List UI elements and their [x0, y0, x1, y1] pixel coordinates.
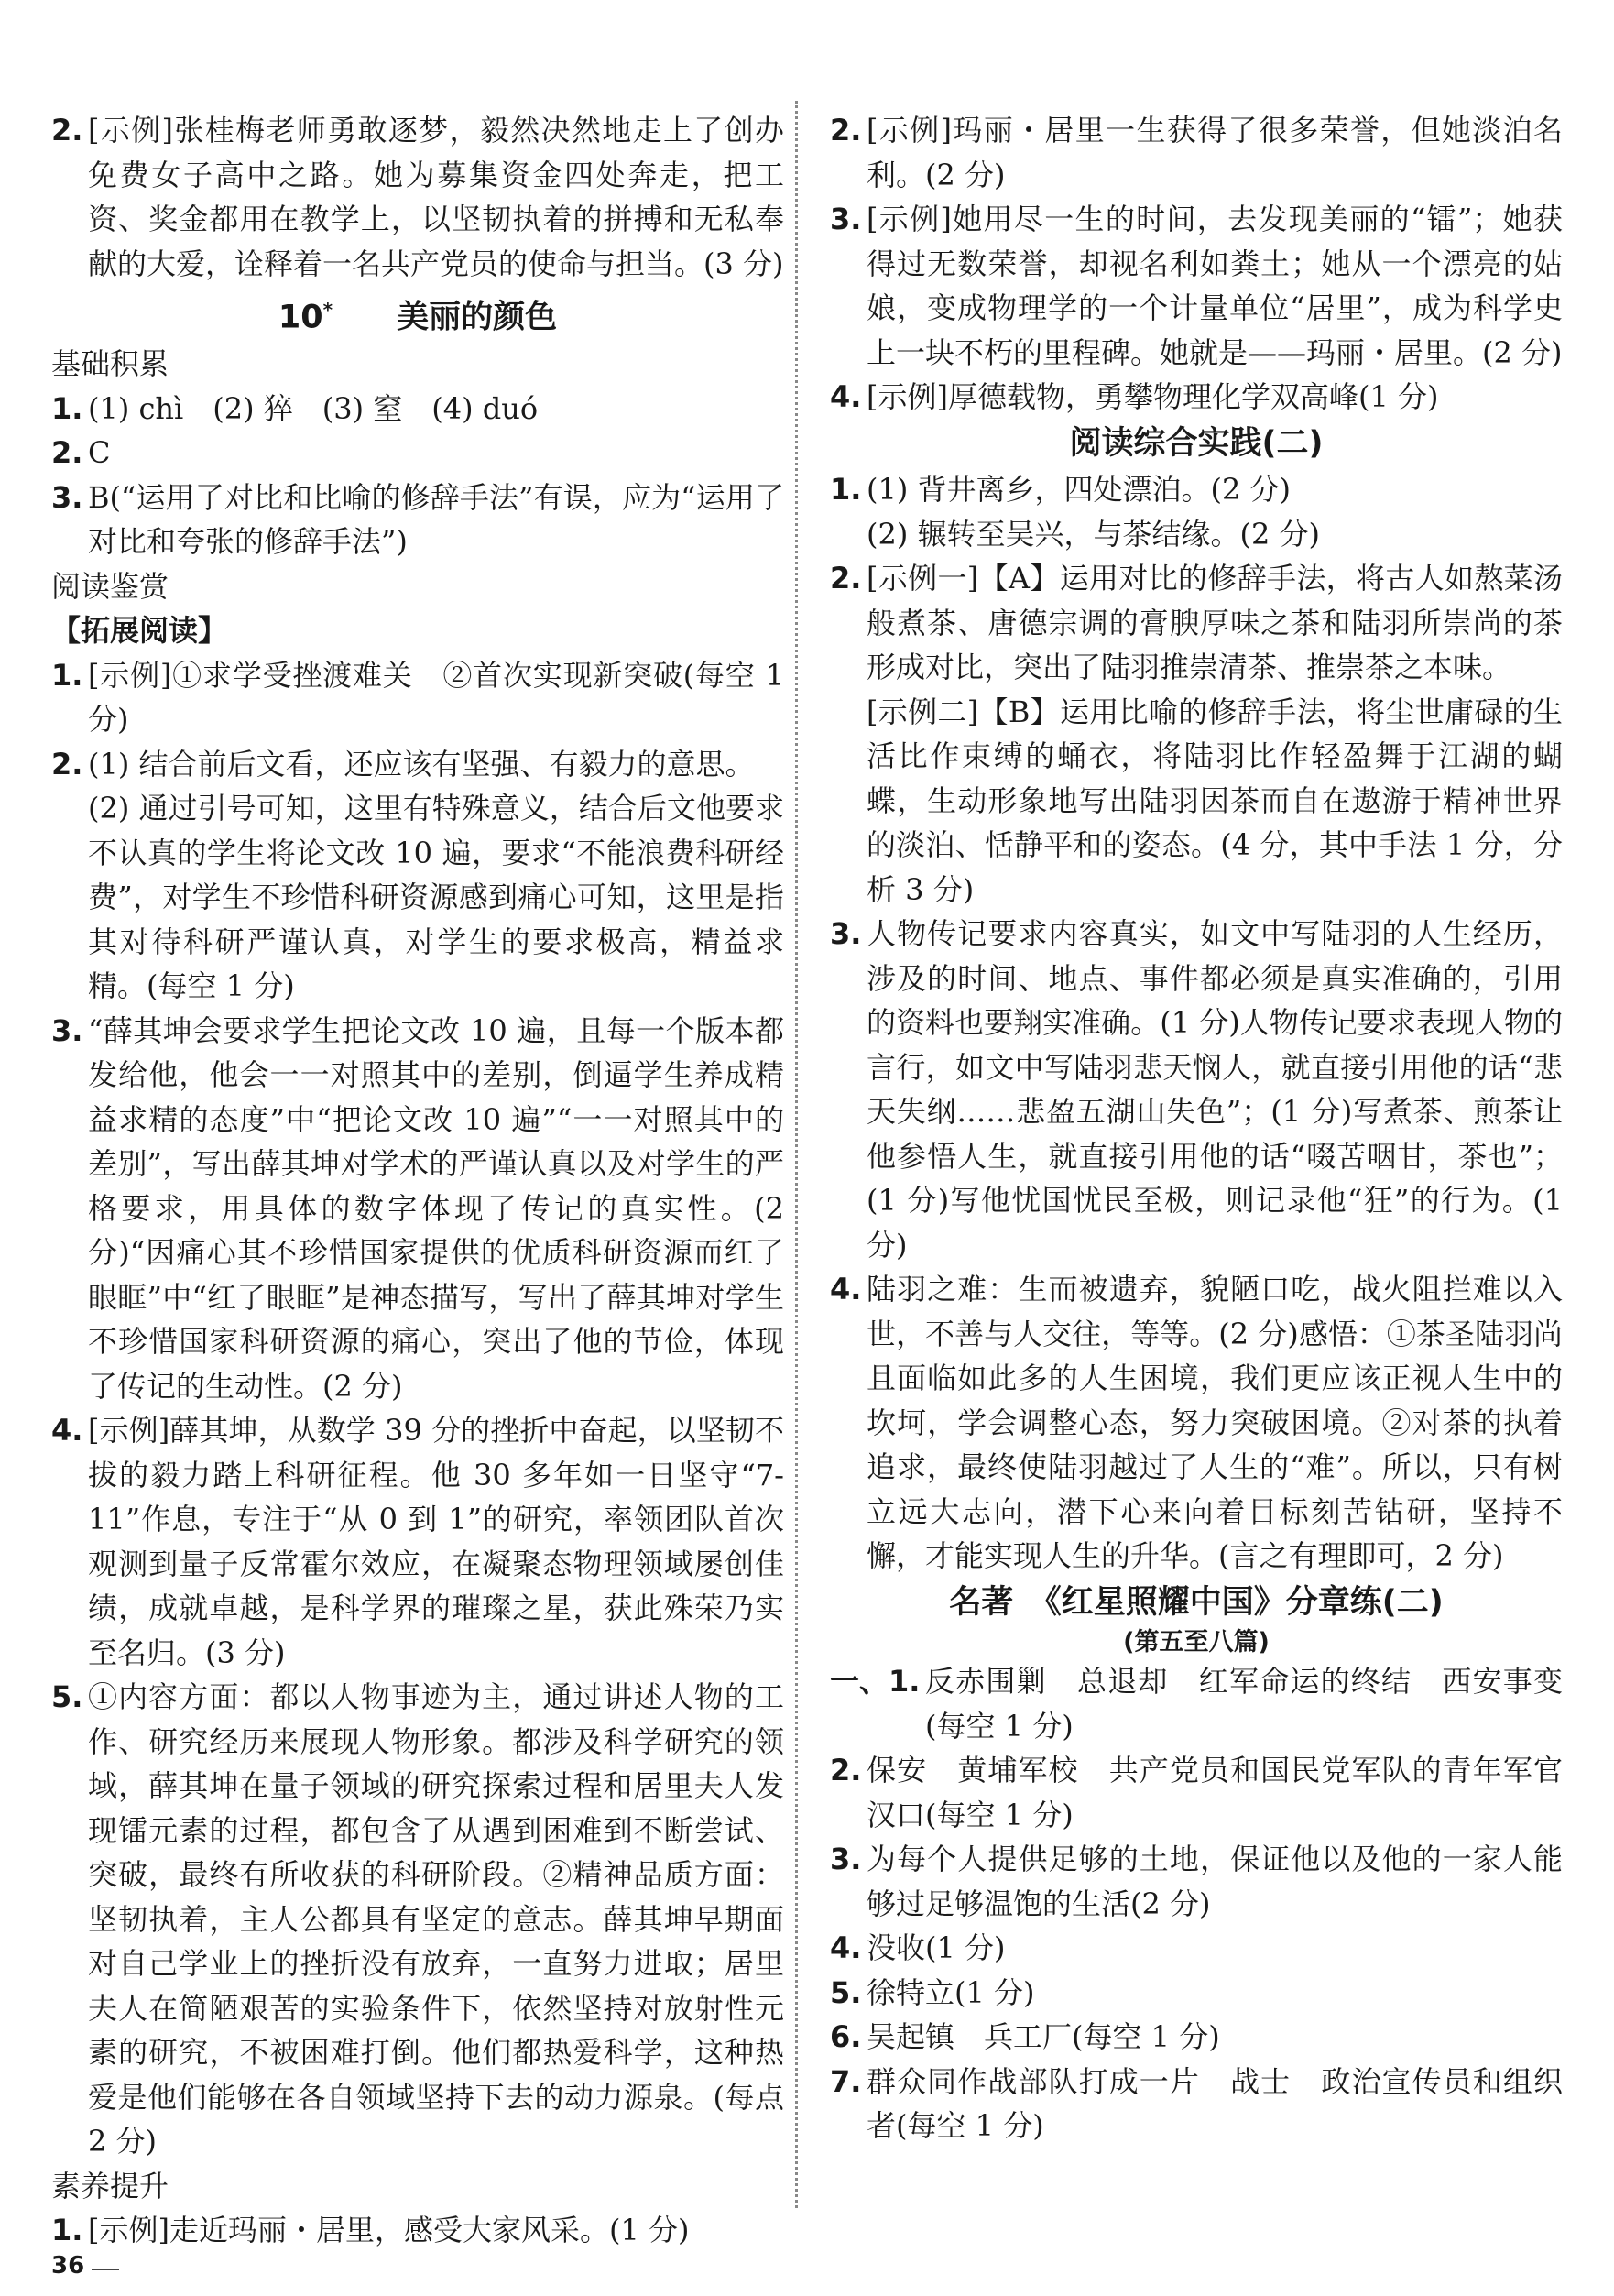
answer-item: 4. 没收(1 分) [830, 1930, 1006, 1965]
subsection-heading: 【拓展阅读】 [51, 613, 228, 649]
answer-item: 2. [示例一]【A】运用对比的修辞手法，将古人如熬菜汤般煮茶、唐德宗调的膏腴厚味之茶和陆羽所崇尚的茶形成对比，突出了陆羽推崇清茶、推崇茶之本味。 [830, 561, 1563, 684]
answer-continuation: (2) 通过引号可知，这里有特殊意义，结合后文他要求不认真的学生将论文改 10 遍，要求“不能浪费科研经费”，对学生不珍惜科研资源感到痛心可知，这里是指其对待科研严谨认真，对学生的要求极高，精益求精。(每空 1 分) [88, 791, 784, 1004]
answer-item: 4. [示例]薛其坤，从数学 39 分的挫折中奋起，以坚韧不拔的毅力踏上科研征程。他 30 多年如一日坚守“7-11”作息，专注于“从 0 到 1”的研究，率领团队首次观测到量子反常霍尔效应，在凝聚态物理领域屡创佳绩，成就卓越，是科学界的璀璨之星，获此殊荣乃实至名归。(3 分) [51, 1413, 784, 1670]
answer-item: 5. 徐特立(1 分) [830, 1974, 1035, 2010]
section-heading-improve: 素养提升 [51, 2168, 169, 2203]
page-number-rule [92, 2269, 119, 2270]
answer-item: 4. [示例]厚德载物，勇攀物理化学双高峰(1 分) [830, 379, 1439, 414]
answer-continuation: (2) 辗转至吴兴，与茶结缘。(2 分) [867, 516, 1321, 552]
answer-item: 3. B(“运用了对比和比喻的修辞手法”有误，应为“运用了对比和夸张的修辞手法”) [51, 479, 784, 560]
practice-title: 阅读综合实践(二) [1069, 424, 1324, 462]
answer-item: 3. 为每个人提供足够的土地，保证他以及他的一家人能够过足够温饱的生活(2 分) [830, 1842, 1563, 1921]
answer-item: 2. [示例]张桂梅老师勇敢逐梦，毅然决然地走上了创办免费女子高中之路。她为募集资金四处奔走，把工资、奖金都用在教学上，以坚韧执着的拼搏和无私奉献的大爱，诠释着一名共产党员的使命与担当。(3 分) [51, 113, 784, 281]
answer-item: 2. [示例]玛丽・居里一生获得了很多荣誉，但她淡泊名利。(2 分) [830, 113, 1563, 192]
left-column [51, 108, 784, 2253]
book-subtitle: (第五至八篇) [1123, 1628, 1270, 1656]
right-column [830, 108, 1593, 2148]
answer-item: 2. 保安 黄埔军校 共产党员和国民党军队的青年军官 汉口(每空 1 分) [830, 1753, 1593, 1832]
page-number: 36 [51, 2252, 85, 2280]
answer-item: 2. C [51, 435, 111, 471]
answer-text: [示例]张桂梅老师勇敢逐梦，毅然决然地走上了创办免费女子高中之路。她为募集资金四处奔走，把工资、奖金都用在教学上，以坚韧执着的拼搏和无私奉献的大爱，诠释着一名共产党员的使命与担当。(3 分) [88, 113, 784, 281]
section-heading-reading: 阅读鉴赏 [51, 568, 169, 604]
section-heading-basic: 基础积累 [51, 346, 169, 382]
answer-item: 1. [示例]①求学受挫渡难关 ②首次实现新突破(每空 1 分) [51, 657, 784, 738]
column-divider [795, 101, 798, 2208]
answer-item: 6. 吴起镇 兵工厂(每空 1 分) [830, 2019, 1220, 2054]
answer-item: 1. (1) 背井离乡，四处漂泊。(2 分) [830, 472, 1292, 507]
answer-item: 3. [示例]她用尽一生的时间，去发现美丽的“镭”；她获得过无数荣誉，却视名利如粪土；她从一个漂亮的姑娘，变成物理学的一个计量单位“居里”，成为科学史上一块不朽的里程碑。她就是——玛丽・居里。(2 分) [830, 202, 1563, 370]
answer-item: 1. (1) chì (2) 猝 (3) 窒 (4) duó [51, 390, 539, 426]
answer-item: 3. “薛其坤会要求学生把论文改 10 遍，且每一个版本都发给他，他会一一对照其中的差别，倒逼学生养成精益求精的态度”中“把论文改 10 遍”“一一对照其中的差别”，写出薛其坤对学术的严谨认真以及对学生的严格要求，用具体的数字体现了传记的真实性。(2 分)“因痛心其不珍惜国家提供的优质科研资源而红了眼眶”中“红了眼眶”是神态描写，写出了薛其坤对学生不珍惜国家科研资源的痛心，突出了他的节俭，体现了传记的生动性。(2 分) [51, 1012, 784, 1404]
lesson-title: 10* 美丽的颜色 [278, 299, 558, 336]
answer-item: 一、1. 反赤围剿 总退却 红军命运的终结 西安事变(每空 1 分) [830, 1664, 1563, 1744]
answer-item: 3. 人物传记要求内容真实，如文中写陆羽的人生经历，涉及的时间、地点、事件都必须是真实准确的，引用的资料也要翔实准确。(1 分)人物传记要求表现人物的言行，如文中写陆羽悲天悯人，就直接引用他的话“悲天失纲……悲盈五湖山失色”；(1 分)写煮茶、煎茶让他参悟人生，就直接引用他的话“啜苦咽甘，茶也”；(1 分)写他忧国忧民至极，则记录他“狂”的行为。(1 分) [830, 916, 1563, 1263]
book-title: 名著 《红星照耀中国》分章练(二) [949, 1583, 1444, 1621]
answer-continuation: [示例二]【B】运用比喻的修辞手法，将尘世庸碌的生活比作束缚的蛹衣，将陆羽比作轻盈舞于江湖的蝴蝶，生动形象地写出陆羽因茶而自在遨游于精神世界的淡泊、恬静平和的姿态。(4 分，其中手法 1 分，分析 3 分) [867, 694, 1563, 907]
answer-item: 4. 陆羽之难：生而被遗弃，貌陋口吃，战火阻拦难以入世，不善与人交往，等等。(2 分)感悟：①茶圣陆羽尚且面临如此多的人生困境，我们更应该正视人生中的坎坷，学会调整心态，努力突破困境。②对茶的执着追求，最终使陆羽越过了人生的“难”。所以，只有树立远大志向，潜下心来向着目标刻苦钻研，坚持不懈，才能实现人生的升华。(言之有理即可，2 分) [830, 1272, 1563, 1573]
answer-item: 7. 群众同作战部队打成一片 战士 政治宣传员和组织者(每空 1 分) [830, 2063, 1563, 2143]
answer-item: 2. (1) 结合前后文看，还应该有坚强、有毅力的意思。 [51, 746, 755, 782]
answer-item: 5. ①内容方面：都以人物事迹为主，通过讲述人物的工作、研究经历来展现人物形象。都涉及科学研究的领域，薛其坤在量子领域的研究探索过程和居里夫人发现镭元素的过程，都包含了从遇到困难到不断尝试、突破，最终有所收获的科研阶段。②精神品质方面：坚韧执着，主人公都具有坚定的意志。薛其坤早期面对自己学业上的挫折没有放弃，一直努力进取；居里夫人在简陋艰苦的实验条件下，依然坚持对放射性元素的研究，不被困难打倒。他们都热爱科学，这种热爱是他们能够在各自领域坚持下去的动力源泉。(每点 2 分) [51, 1679, 784, 2159]
answer-item: 1. [示例]走近玛丽・居里，感受大家风采。(1 分) [51, 2213, 690, 2248]
